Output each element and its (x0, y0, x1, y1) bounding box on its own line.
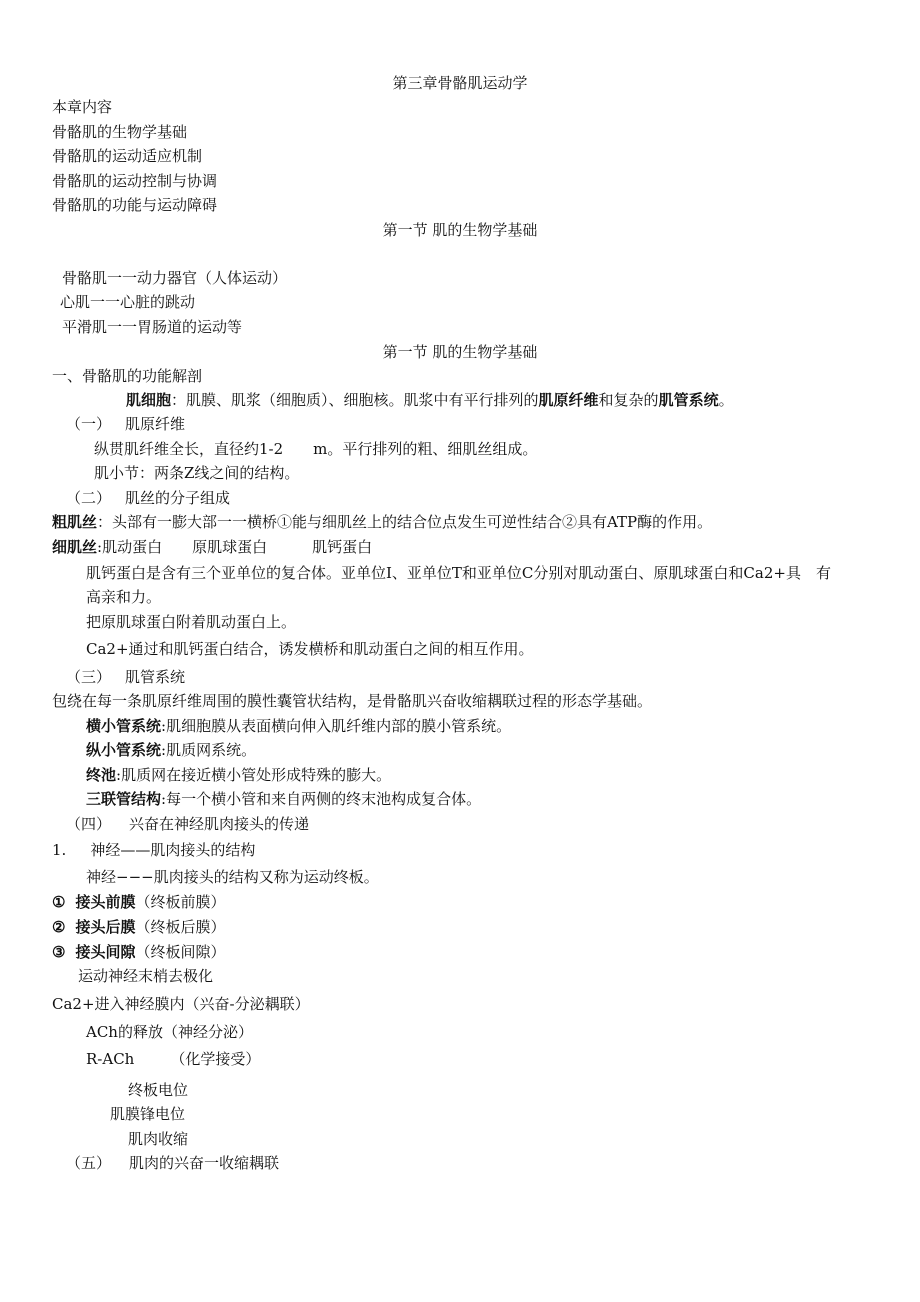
junction-part: ③ 接头间隙（终板间隙） (52, 943, 226, 961)
muscle-type-line: 平滑肌一一胃肠道的运动等 (62, 318, 243, 336)
t-tubule-line: 横小管系统:肌细胞膜从表面横向伸入肌纤维内部的膜小管系统。 (86, 717, 512, 735)
part-heading: 一、骨骼肌的功能解剖 (52, 367, 203, 385)
flow-step: R-ACh （化学接受） (86, 1050, 261, 1068)
muscle-type-line: 心肌一一心脏的跳动 (60, 293, 196, 311)
thin-filament-line: 细肌丝:肌动蛋白 原肌球蛋白 肌钙蛋白 (52, 538, 373, 556)
subsection-heading: （二） 肌丝的分子组成 (66, 489, 231, 507)
muscle-cell-line: 肌细胞：肌膜、肌浆（细胞质）、细胞核。肌浆中有平行排列的肌原纤维和复杂的肌管系统。 (126, 391, 734, 409)
cistern-line: 终池:肌质网在接近横小管处形成特殊的膨大。 (86, 766, 392, 784)
section-title-repeat: 第一节 肌的生物学基础 (382, 343, 538, 361)
toc-item: 骨骼肌的运动控制与协调 (52, 172, 218, 190)
junction-part: ② 接头后膜（终板后膜） (52, 918, 226, 936)
subsection-heading: （五） 肌肉的兴奋一收缩耦联 (66, 1154, 280, 1172)
numbered-heading: 1. 神经——肌肉接头的结构 (52, 841, 256, 859)
flow-step: 肌肉收缩 (128, 1130, 189, 1148)
body-line: Ca2+通过和肌钙蛋白结合，诱发横桥和肌动蛋白之间的相互作用。 (86, 640, 534, 658)
body-line: 包绕在每一条肌原纤维周围的膜性囊管状结构，是骨骼肌兴奋收缩耦联过程的形态学基础。 (52, 692, 653, 710)
body-line: 把原肌球蛋白附着肌动蛋白上。 (86, 613, 297, 631)
junction-part: ① 接头前膜（终板前膜） (52, 893, 226, 911)
l-tubule-line: 纵小管系统:肌质网系统。 (86, 741, 257, 759)
body-line: 神经−−−肌肉接头的结构又称为运动终板。 (86, 868, 379, 886)
chapter-title: 第三章骨骼肌运动学 (392, 74, 528, 92)
subsection-heading: （一） 肌原纤维 (66, 415, 186, 433)
toc-heading: 本章内容 (52, 98, 113, 116)
toc-item: 骨骼肌的功能与运动障碍 (52, 196, 218, 214)
toc-item: 骨骼肌的生物学基础 (52, 123, 188, 141)
muscle-type-line: 骨骼肌一一动力器官（人体运动） (62, 269, 288, 287)
body-line: 高亲和力。 (86, 588, 162, 606)
flow-step: 运动神经末梢去极化 (78, 967, 214, 985)
subsection-heading: （三） 肌管系统 (66, 668, 186, 686)
muscle-cell-term: 肌细胞 (126, 391, 172, 409)
body-line: 纵贯肌纤维全长，直径约1-2 m。平行排列的粗、细肌丝组成。 (94, 440, 538, 458)
flow-step: ACh的释放（神经分泌） (86, 1023, 253, 1041)
flow-step: 肌膜锋电位 (110, 1105, 186, 1123)
subsection-heading: （四） 兴奋在神经肌肉接头的传递 (66, 815, 310, 833)
toc-item: 骨骼肌的运动适应机制 (52, 147, 203, 165)
flow-step: Ca2+进入神经膜内（兴奋-分泌耦联） (52, 995, 310, 1013)
flow-step: 终板电位 (128, 1081, 189, 1099)
body-line: 肌钙蛋白是含有三个亚单位的复合体。亚单位I、亚单位T和亚单位C分别对肌动蛋白、原肌球蛋白和Ca2+具 有 (86, 564, 831, 582)
section-title: 第一节 肌的生物学基础 (382, 221, 538, 239)
body-line: 肌小节：两条Z线之间的结构。 (94, 464, 300, 482)
triad-line: 三联管结构:每一个横小管和来自两侧的终末池构成复合体。 (86, 790, 482, 808)
thick-filament-line: 粗肌丝：头部有一膨大部一一横桥①能与细肌丝上的结合位点发生可逆性结合②具有ATP酶的作用。 (52, 513, 713, 531)
